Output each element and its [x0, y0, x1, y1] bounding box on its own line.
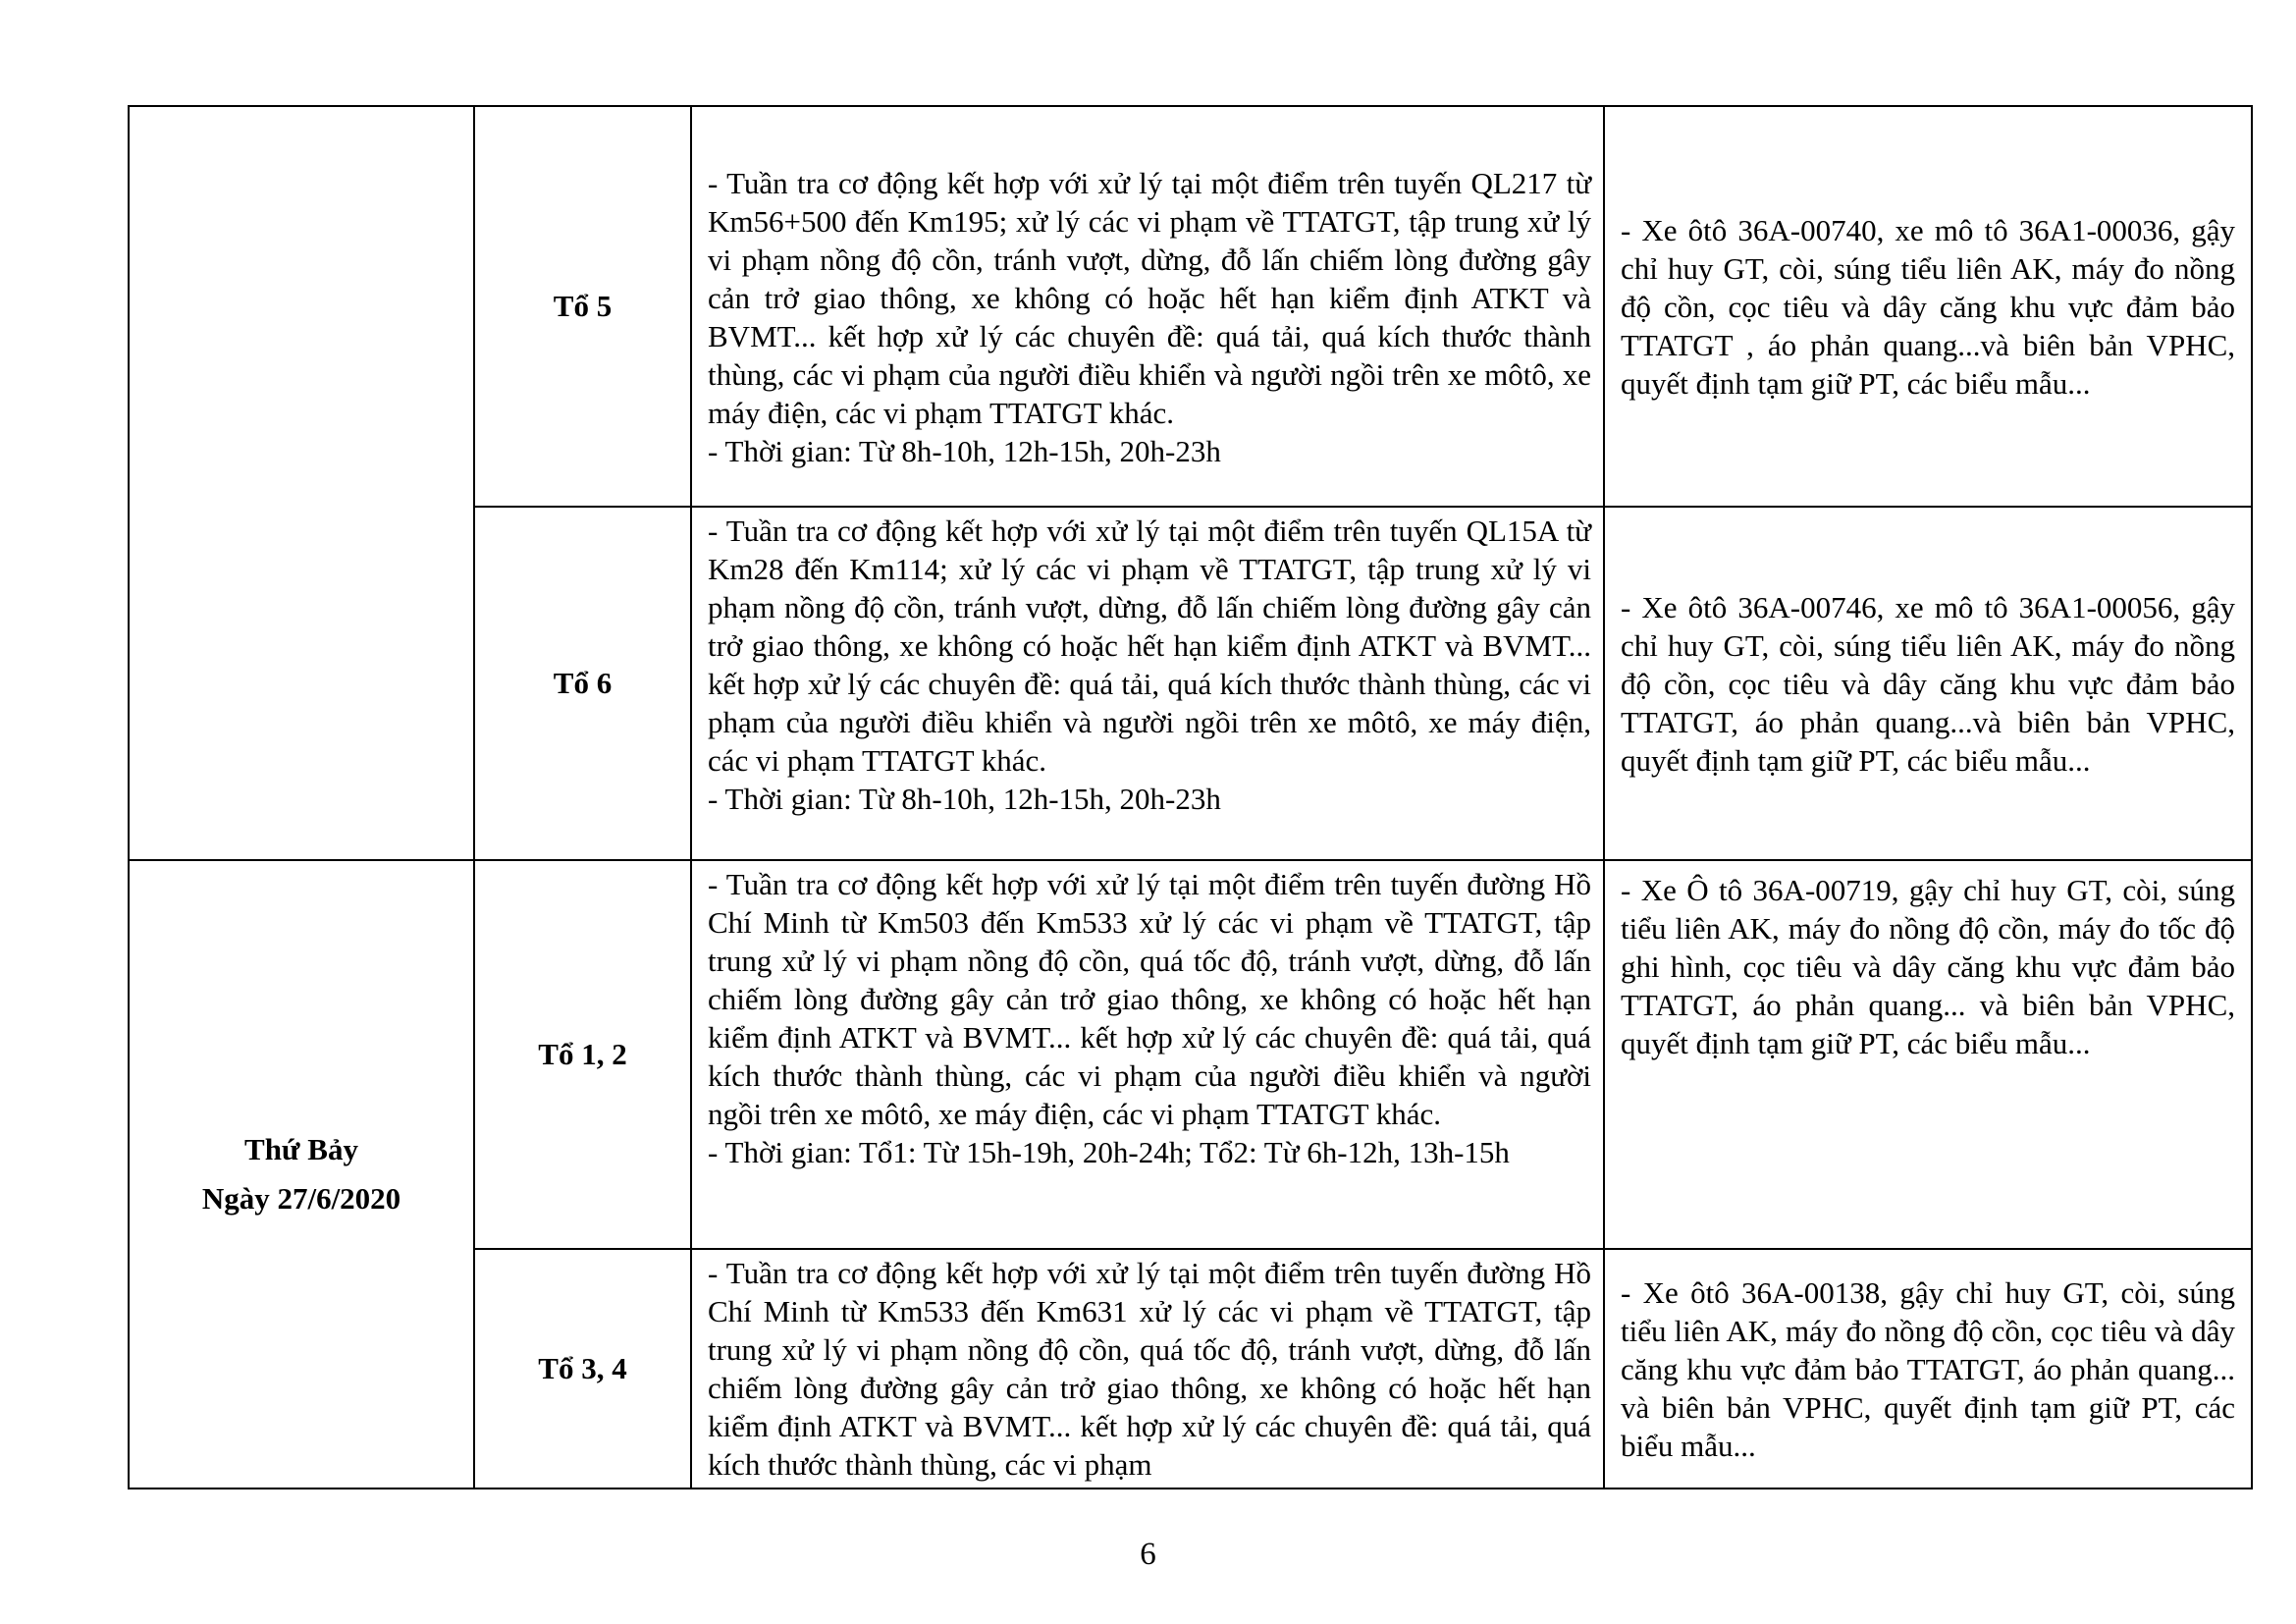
equipment-cell: [1604, 1249, 2252, 1489]
team-label: Tổ 6: [553, 666, 613, 700]
team-label: Tổ 3, 4: [538, 1351, 627, 1385]
day-cell-empty: [129, 106, 474, 860]
task-cell: [691, 1249, 1604, 1489]
task-time: - Thời gian: Từ 8h-10h, 12h-15h, 20h-23h: [708, 434, 1221, 468]
table-row: [129, 860, 2252, 1249]
day-date: Ngày 27/6/2020: [201, 1181, 401, 1216]
table-row: [129, 106, 2252, 507]
equipment-cell: [1604, 106, 2252, 507]
task-description: - Tuần tra cơ động kết hợp với xử lý tại một điểm trên tuyến QL15A từ Km28 đến Km114; xử lý các vi phạm về TTATGT, tập trung xử lý vi phạm nồng độ cồn, tránh vượt, dừng, đỗ lấn chiếm lòng đường gây cản trở giao thông, xe không có hoặc hết hạn kiểm định ATKT và BVMT... kết hợp xử lý các chuyên đề: quá tải, quá kích thước thành thùng, các vi phạm của người điều khiển và người ngồi trên xe môtô, xe máy điện, các vi phạm TTATGT khác.: [708, 514, 1591, 778]
task-cell: [691, 507, 1604, 860]
task-description: - Tuần tra cơ động kết hợp với xử lý tại một điểm trên tuyến QL217 từ Km56+500 đến Km195; xử lý các vi phạm về TTATGT, tập trung xử lý vi phạm nồng độ cồn, tránh vượt, dừng, đỗ lấn chiếm lòng đường gây cản trở giao thông, xe không có hoặc hết hạn kiểm định ATKT và BVMT... kết hợp xử lý các chuyên đề: quá tải, quá kích thước thành thùng, các vi phạm của người điều khiển và người ngồi trên xe môtô, xe máy điện, các vi phạm TTATGT khác.: [708, 166, 1591, 430]
team-cell: [474, 1249, 691, 1489]
page-number: 6: [1140, 1537, 1156, 1572]
day-weekday: Thứ Bảy: [244, 1132, 358, 1166]
day-cell: [129, 860, 474, 1489]
team-label: Tổ 1, 2: [538, 1037, 627, 1071]
equipment-cell: [1604, 507, 2252, 860]
equipment-description: - Xe ôtô 36A-00138, gậy chỉ huy GT, còi, súng tiểu liên AK, máy đo nồng độ cồn, cọc tiêu và dây căng khu vực đảm bảo TTATGT, áo phản quang... và biên bản VPHC, quyết định tạm giữ PT, các biểu mẫu...: [1621, 1274, 2235, 1463]
task-time: - Thời gian: Từ 8h-10h, 12h-15h, 20h-23h: [708, 782, 1221, 816]
team-cell: [474, 106, 691, 507]
equipment-description: - Xe ôtô 36A-00746, xe mô tô 36A1-00056, gậy chỉ huy GT, còi, súng tiểu liên AK, máy đo nồng độ cồn, cọc tiêu và dây căng khu vực đảm bảo TTATGT, áo phản quang...và biên bản VPHC, quyết định tạm giữ PT, các biểu mẫu...: [1621, 589, 2235, 778]
task-cell: [691, 860, 1604, 1249]
task-cell: [691, 106, 1604, 507]
team-cell: [474, 860, 691, 1249]
equipment-description: - Xe ôtô 36A-00740, xe mô tô 36A1-00036, gậy chỉ huy GT, còi, súng tiểu liên AK, máy đo nồng độ cồn, cọc tiêu và dây căng khu vực đảm bảo TTATGT , áo phản quang...và biên bản VPHC, quyết định tạm giữ PT, các biểu mẫu...: [1621, 212, 2235, 401]
schedule-table: [128, 105, 2253, 1489]
equipment-cell: [1604, 860, 2252, 1249]
equipment-description: - Xe Ô tô 36A-00719, gậy chỉ huy GT, còi, súng tiểu liên AK, máy đo nồng độ cồn, máy đo tốc độ ghi hình, cọc tiêu và dây căng khu vực đảm bảo TTATGT, áo phản quang... và biên bản VPHC, quyết định tạm giữ PT, các biểu mẫu...: [1621, 873, 2235, 1060]
team-label: Tổ 5: [553, 289, 613, 323]
task-description: - Tuần tra cơ động kết hợp với xử lý tại một điểm trên tuyến đường Hồ Chí Minh từ Km503 đến Km533 xử lý các vi phạm về TTATGT, tập trung xử lý vi phạm nồng độ cồn, quá tốc độ, tránh vượt, dừng, đỗ lấn chiếm lòng đường gây cản trở giao thông, xe không có hoặc hết hạn kiểm định ATKT và BVMT... kết hợp xử lý các chuyên đề: quá tải, quá kích thước thành thùng, các vi phạm của người điều khiển và người ngồi trên xe môtô, xe máy điện, các vi phạm TTATGT khác.: [708, 867, 1591, 1131]
task-description: - Tuần tra cơ động kết hợp với xử lý tại một điểm trên tuyến đường Hồ Chí Minh từ Km533 đến Km631 xử lý các vi phạm về TTATGT, tập trung xử lý vi phạm nồng độ cồn, quá tốc độ, tránh vượt, dừng, đỗ lấn chiếm lòng đường gây cản trở giao thông, xe không có hoặc hết hạn kiểm định ATKT và BVMT... kết hợp xử lý các chuyên đề: quá tải, quá kích thước thành thùng, các vi phạm: [708, 1256, 1591, 1482]
task-time: - Thời gian: Tổ1: Từ 15h-19h, 20h-24h; Tổ2: Từ 6h-12h, 13h-15h: [708, 1135, 1510, 1169]
team-cell: [474, 507, 691, 860]
